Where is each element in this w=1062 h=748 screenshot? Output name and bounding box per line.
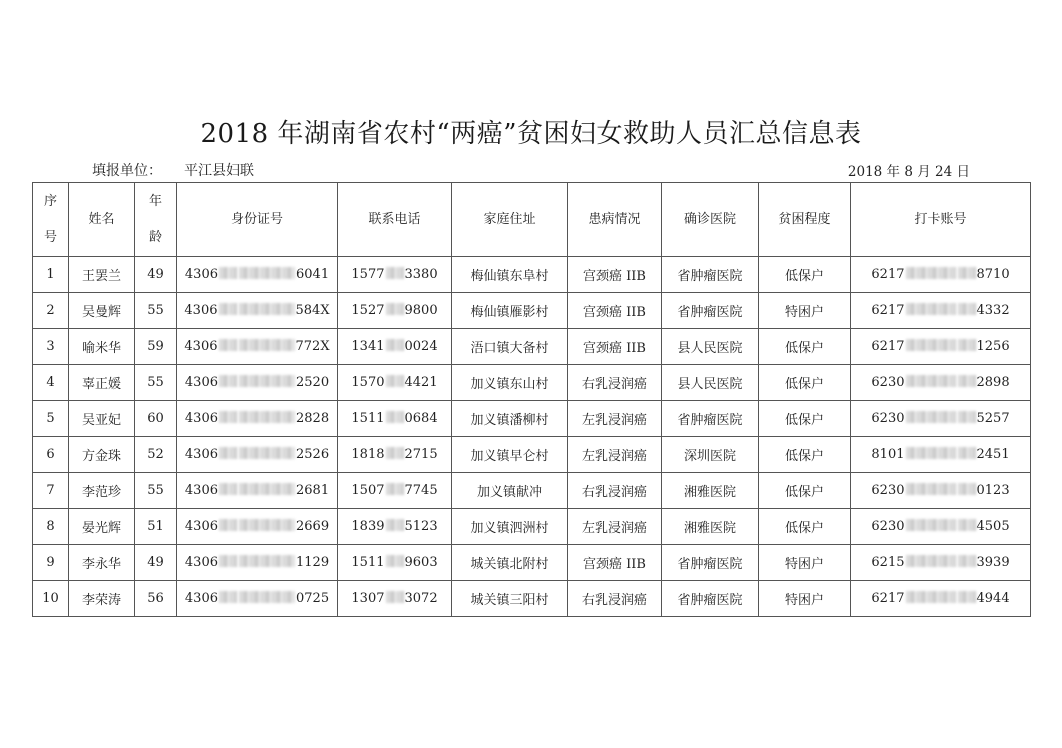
- phone-prefix: 1577: [351, 267, 385, 282]
- cell-disease: 右乳浸润癌: [568, 581, 662, 617]
- id-suffix: 2828: [296, 411, 330, 426]
- cell-id: [177, 293, 338, 329]
- header-id: 身份证号: [177, 183, 338, 257]
- cell-phone: [338, 581, 452, 617]
- cell-id: [177, 401, 338, 437]
- cell-name: 吴曼辉: [69, 293, 135, 329]
- redaction-blur: [386, 519, 404, 531]
- document-title: 2018 年湖南省农村“两癌”贫困妇女救助人员汇总信息表: [200, 119, 862, 149]
- cell-poverty: 低保户: [759, 365, 851, 401]
- account-suffix: 2451: [976, 447, 1010, 462]
- cell-address: 加义镇东山村: [452, 365, 568, 401]
- table-row: [33, 509, 1031, 545]
- id-suffix: 2669: [296, 519, 330, 534]
- reporting-unit-label: 填报单位：: [92, 163, 162, 179]
- cell-name: 辜正媛: [69, 365, 135, 401]
- cell-name: 晏光辉: [69, 509, 135, 545]
- cell-name: 王罢兰: [69, 257, 135, 293]
- cell-account: [851, 257, 1031, 293]
- cell-phone: [338, 509, 452, 545]
- cell-phone: [338, 293, 452, 329]
- redaction-blur: [386, 375, 404, 387]
- cell-account: [851, 365, 1031, 401]
- phone-prefix: 1818: [351, 447, 385, 462]
- phone-prefix: 1511: [351, 411, 385, 426]
- cell-seq: 5: [33, 401, 69, 437]
- cell-id: [177, 509, 338, 545]
- redaction-blur: [906, 267, 956, 279]
- redaction-blur: [906, 339, 956, 351]
- cell-seq: 2: [33, 293, 69, 329]
- account-suffix: 2898: [976, 375, 1010, 390]
- redaction-blur: [958, 483, 976, 495]
- header-hospital: 确诊医院: [662, 183, 759, 257]
- table-row: [33, 545, 1031, 581]
- id-suffix: 584X: [295, 303, 330, 318]
- cell-age: 59: [135, 329, 177, 365]
- redaction-blur: [958, 447, 976, 459]
- header-disease: 患病情况: [568, 183, 662, 257]
- phone-suffix: 9603: [404, 555, 438, 570]
- id-suffix: 2520: [296, 375, 330, 390]
- redaction-blur: [219, 519, 237, 531]
- cell-phone: [338, 401, 452, 437]
- account-prefix: 6230: [871, 519, 905, 534]
- table-row: [33, 401, 1031, 437]
- id-prefix: 4306: [184, 411, 218, 426]
- cell-hospital: 省肿瘤医院: [662, 401, 759, 437]
- cell-phone: [338, 329, 452, 365]
- cell-disease: 右乳浸润癌: [568, 365, 662, 401]
- phone-prefix: 1839: [351, 519, 385, 534]
- account-prefix: 6217: [871, 267, 905, 282]
- phone-prefix: 1307: [351, 591, 385, 606]
- table-row: [33, 437, 1031, 473]
- header-seq: 序 号: [33, 183, 69, 257]
- phone-suffix: 7745: [404, 483, 438, 498]
- cell-account: [851, 581, 1031, 617]
- account-suffix: 3939: [976, 555, 1010, 570]
- cell-phone: [338, 437, 452, 473]
- redaction-blur: [386, 555, 404, 567]
- redaction-blur: [906, 411, 956, 423]
- cell-seq: 3: [33, 329, 69, 365]
- cell-age: 49: [135, 545, 177, 581]
- id-prefix: 4306: [184, 483, 218, 498]
- redaction-blur: [239, 519, 295, 531]
- cell-name: 李范珍: [69, 473, 135, 509]
- cell-poverty: 特困户: [759, 581, 851, 617]
- id-suffix: 1129: [296, 555, 330, 570]
- cell-phone: [338, 545, 452, 581]
- cell-address: 加义镇泗洲村: [452, 509, 568, 545]
- redaction-blur: [958, 591, 976, 603]
- cell-address: 加义镇献冲: [452, 473, 568, 509]
- redaction-blur: [239, 411, 295, 423]
- phone-prefix: 1527: [351, 303, 385, 318]
- redaction-blur: [219, 375, 237, 387]
- cell-address: 城关镇北附村: [452, 545, 568, 581]
- phone-suffix: 2715: [404, 447, 438, 462]
- redaction-blur: [219, 339, 237, 351]
- redaction-blur: [906, 555, 956, 567]
- redaction-blur: [219, 447, 237, 459]
- redaction-blur: [219, 483, 237, 495]
- phone-suffix: 3380: [404, 267, 438, 282]
- cell-poverty: 低保户: [759, 257, 851, 293]
- account-prefix: 6215: [871, 555, 905, 570]
- redaction-blur: [219, 555, 237, 567]
- redaction-blur: [219, 411, 237, 423]
- redaction-blur: [386, 339, 404, 351]
- phone-suffix: 4421: [404, 375, 438, 390]
- phone-prefix: 1341: [351, 339, 385, 354]
- table-row: [33, 329, 1031, 365]
- redaction-blur: [958, 411, 976, 423]
- cell-account: [851, 401, 1031, 437]
- phone-suffix: 0684: [404, 411, 438, 426]
- account-suffix: 4505: [976, 519, 1010, 534]
- redaction-blur: [239, 555, 295, 567]
- cell-address: 浯口镇大备村: [452, 329, 568, 365]
- cell-id: [177, 365, 338, 401]
- redaction-blur: [906, 591, 956, 603]
- account-prefix: 6230: [871, 483, 905, 498]
- cell-name: 李永华: [69, 545, 135, 581]
- cell-disease: 右乳浸润癌: [568, 473, 662, 509]
- cell-name: 方金珠: [69, 437, 135, 473]
- cell-id: [177, 581, 338, 617]
- phone-suffix: 5123: [404, 519, 438, 534]
- id-prefix: 4306: [184, 591, 218, 606]
- redaction-blur: [239, 447, 295, 459]
- cell-seq: 1: [33, 257, 69, 293]
- header-name: 姓名: [69, 183, 135, 257]
- redaction-blur: [239, 267, 295, 279]
- cell-phone: [338, 365, 452, 401]
- redaction-blur: [386, 483, 404, 495]
- header-row: [33, 183, 1031, 257]
- redaction-blur: [906, 519, 956, 531]
- cell-account: [851, 545, 1031, 581]
- cell-hospital: 省肿瘤医院: [662, 257, 759, 293]
- cell-account: [851, 437, 1031, 473]
- cell-phone: [338, 473, 452, 509]
- account-prefix: 6217: [871, 303, 905, 318]
- id-prefix: 4306: [184, 555, 218, 570]
- cell-name: 喻米华: [69, 329, 135, 365]
- table-row: [33, 473, 1031, 509]
- redaction-blur: [958, 375, 976, 387]
- cell-seq: 8: [33, 509, 69, 545]
- phone-prefix: 1570: [351, 375, 385, 390]
- cell-name: 吴亚妃: [69, 401, 135, 437]
- redaction-blur: [239, 591, 295, 603]
- redaction-blur: [219, 591, 237, 603]
- cell-age: 55: [135, 473, 177, 509]
- cell-hospital: 湘雅医院: [662, 473, 759, 509]
- cell-poverty: 低保户: [759, 401, 851, 437]
- account-prefix: 8101: [871, 447, 905, 462]
- cell-id: [177, 545, 338, 581]
- redaction-blur: [906, 303, 956, 315]
- cell-disease: 宫颈癌 IIB: [568, 257, 662, 293]
- cell-poverty: 低保户: [759, 473, 851, 509]
- header-address: 家庭住址: [452, 183, 568, 257]
- reporting-unit: [92, 160, 254, 180]
- id-suffix: 6041: [296, 267, 330, 282]
- cell-hospital: 深圳医院: [662, 437, 759, 473]
- table-row: [33, 293, 1031, 329]
- account-suffix: 4332: [976, 303, 1010, 318]
- table-row: [33, 257, 1031, 293]
- id-prefix: 4306: [184, 375, 218, 390]
- header-poverty: 贫困程度: [759, 183, 851, 257]
- cell-age: 55: [135, 293, 177, 329]
- redaction-blur: [906, 375, 956, 387]
- cell-hospital: 县人民医院: [662, 365, 759, 401]
- redaction-blur: [386, 267, 404, 279]
- header-age: 年 龄: [135, 183, 177, 257]
- id-prefix: 4306: [184, 339, 218, 354]
- cell-id: [177, 473, 338, 509]
- redaction-blur: [906, 483, 956, 495]
- id-prefix: 4306: [184, 303, 218, 318]
- id-suffix: 2526: [296, 447, 330, 462]
- cell-poverty: 低保户: [759, 437, 851, 473]
- redaction-blur: [239, 303, 295, 315]
- cell-poverty: 特困户: [759, 293, 851, 329]
- cell-age: 49: [135, 257, 177, 293]
- redaction-blur: [958, 303, 976, 315]
- cell-address: 城关镇三阳村: [452, 581, 568, 617]
- cell-poverty: 特困户: [759, 545, 851, 581]
- cell-disease: 左乳浸润癌: [568, 401, 662, 437]
- redaction-blur: [239, 339, 295, 351]
- cell-age: 56: [135, 581, 177, 617]
- header-account: 打卡账号: [851, 183, 1031, 257]
- cell-hospital: 省肿瘤医院: [662, 293, 759, 329]
- account-suffix: 1256: [976, 339, 1010, 354]
- redaction-blur: [219, 267, 237, 279]
- account-suffix: 5257: [976, 411, 1010, 426]
- cell-age: 60: [135, 401, 177, 437]
- report-date: 2018 年 8 月 24 日: [847, 164, 970, 180]
- cell-seq: 10: [33, 581, 69, 617]
- cell-name: 李荣涛: [69, 581, 135, 617]
- cell-hospital: 省肿瘤医院: [662, 545, 759, 581]
- phone-suffix: 3072: [404, 591, 438, 606]
- cell-disease: 宫颈癌 IIB: [568, 329, 662, 365]
- header-phone: 联系电话: [338, 183, 452, 257]
- table-row: [33, 365, 1031, 401]
- cell-age: 55: [135, 365, 177, 401]
- cell-hospital: 县人民医院: [662, 329, 759, 365]
- cell-poverty: 低保户: [759, 509, 851, 545]
- account-suffix: 8710: [976, 267, 1010, 282]
- account-suffix: 0123: [976, 483, 1010, 498]
- cell-disease: 左乳浸润癌: [568, 509, 662, 545]
- table-row: [33, 581, 1031, 617]
- cell-seq: 6: [33, 437, 69, 473]
- account-prefix: 6230: [871, 375, 905, 390]
- cell-seq: 7: [33, 473, 69, 509]
- phone-suffix: 0024: [404, 339, 438, 354]
- account-prefix: 6217: [871, 591, 905, 606]
- redaction-blur: [958, 267, 976, 279]
- cell-id: [177, 329, 338, 365]
- cell-address: 梅仙镇雁影村: [452, 293, 568, 329]
- phone-prefix: 1511: [351, 555, 385, 570]
- id-prefix: 4306: [184, 519, 218, 534]
- cell-disease: 左乳浸润癌: [568, 437, 662, 473]
- cell-disease: 宫颈癌 IIB: [568, 545, 662, 581]
- redaction-blur: [386, 303, 404, 315]
- id-suffix: 0725: [296, 591, 330, 606]
- cell-hospital: 湘雅医院: [662, 509, 759, 545]
- account-suffix: 4944: [976, 591, 1010, 606]
- redaction-blur: [958, 519, 976, 531]
- cell-phone: [338, 257, 452, 293]
- id-suffix: 2681: [296, 483, 330, 498]
- phone-suffix: 9800: [404, 303, 438, 318]
- cell-account: [851, 473, 1031, 509]
- redaction-blur: [386, 591, 404, 603]
- cell-seq: 9: [33, 545, 69, 581]
- cell-disease: 宫颈癌 IIB: [568, 293, 662, 329]
- cell-address: 加义镇潘柳村: [452, 401, 568, 437]
- cell-id: [177, 257, 338, 293]
- reporting-unit-value: 平江县妇联: [184, 163, 254, 179]
- cell-hospital: 省肿瘤医院: [662, 581, 759, 617]
- id-suffix: 772X: [295, 339, 330, 354]
- table-body: [33, 257, 1031, 617]
- account-prefix: 6230: [871, 411, 905, 426]
- cell-address: 梅仙镇东阜村: [452, 257, 568, 293]
- cell-account: [851, 293, 1031, 329]
- cell-address: 加义镇早仑村: [452, 437, 568, 473]
- account-prefix: 6217: [871, 339, 905, 354]
- redaction-blur: [958, 339, 976, 351]
- redaction-blur: [386, 447, 404, 459]
- phone-prefix: 1507: [351, 483, 385, 498]
- redaction-blur: [239, 375, 295, 387]
- cell-seq: 4: [33, 365, 69, 401]
- redaction-blur: [958, 555, 976, 567]
- cell-poverty: 低保户: [759, 329, 851, 365]
- cell-id: [177, 437, 338, 473]
- id-prefix: 4306: [184, 267, 218, 282]
- cell-age: 52: [135, 437, 177, 473]
- redaction-blur: [906, 447, 956, 459]
- redaction-blur: [219, 303, 237, 315]
- redaction-blur: [386, 411, 404, 423]
- redaction-blur: [239, 483, 295, 495]
- summary-table: [32, 182, 1031, 617]
- id-prefix: 4306: [184, 447, 218, 462]
- cell-age: 51: [135, 509, 177, 545]
- cell-account: [851, 329, 1031, 365]
- cell-account: [851, 509, 1031, 545]
